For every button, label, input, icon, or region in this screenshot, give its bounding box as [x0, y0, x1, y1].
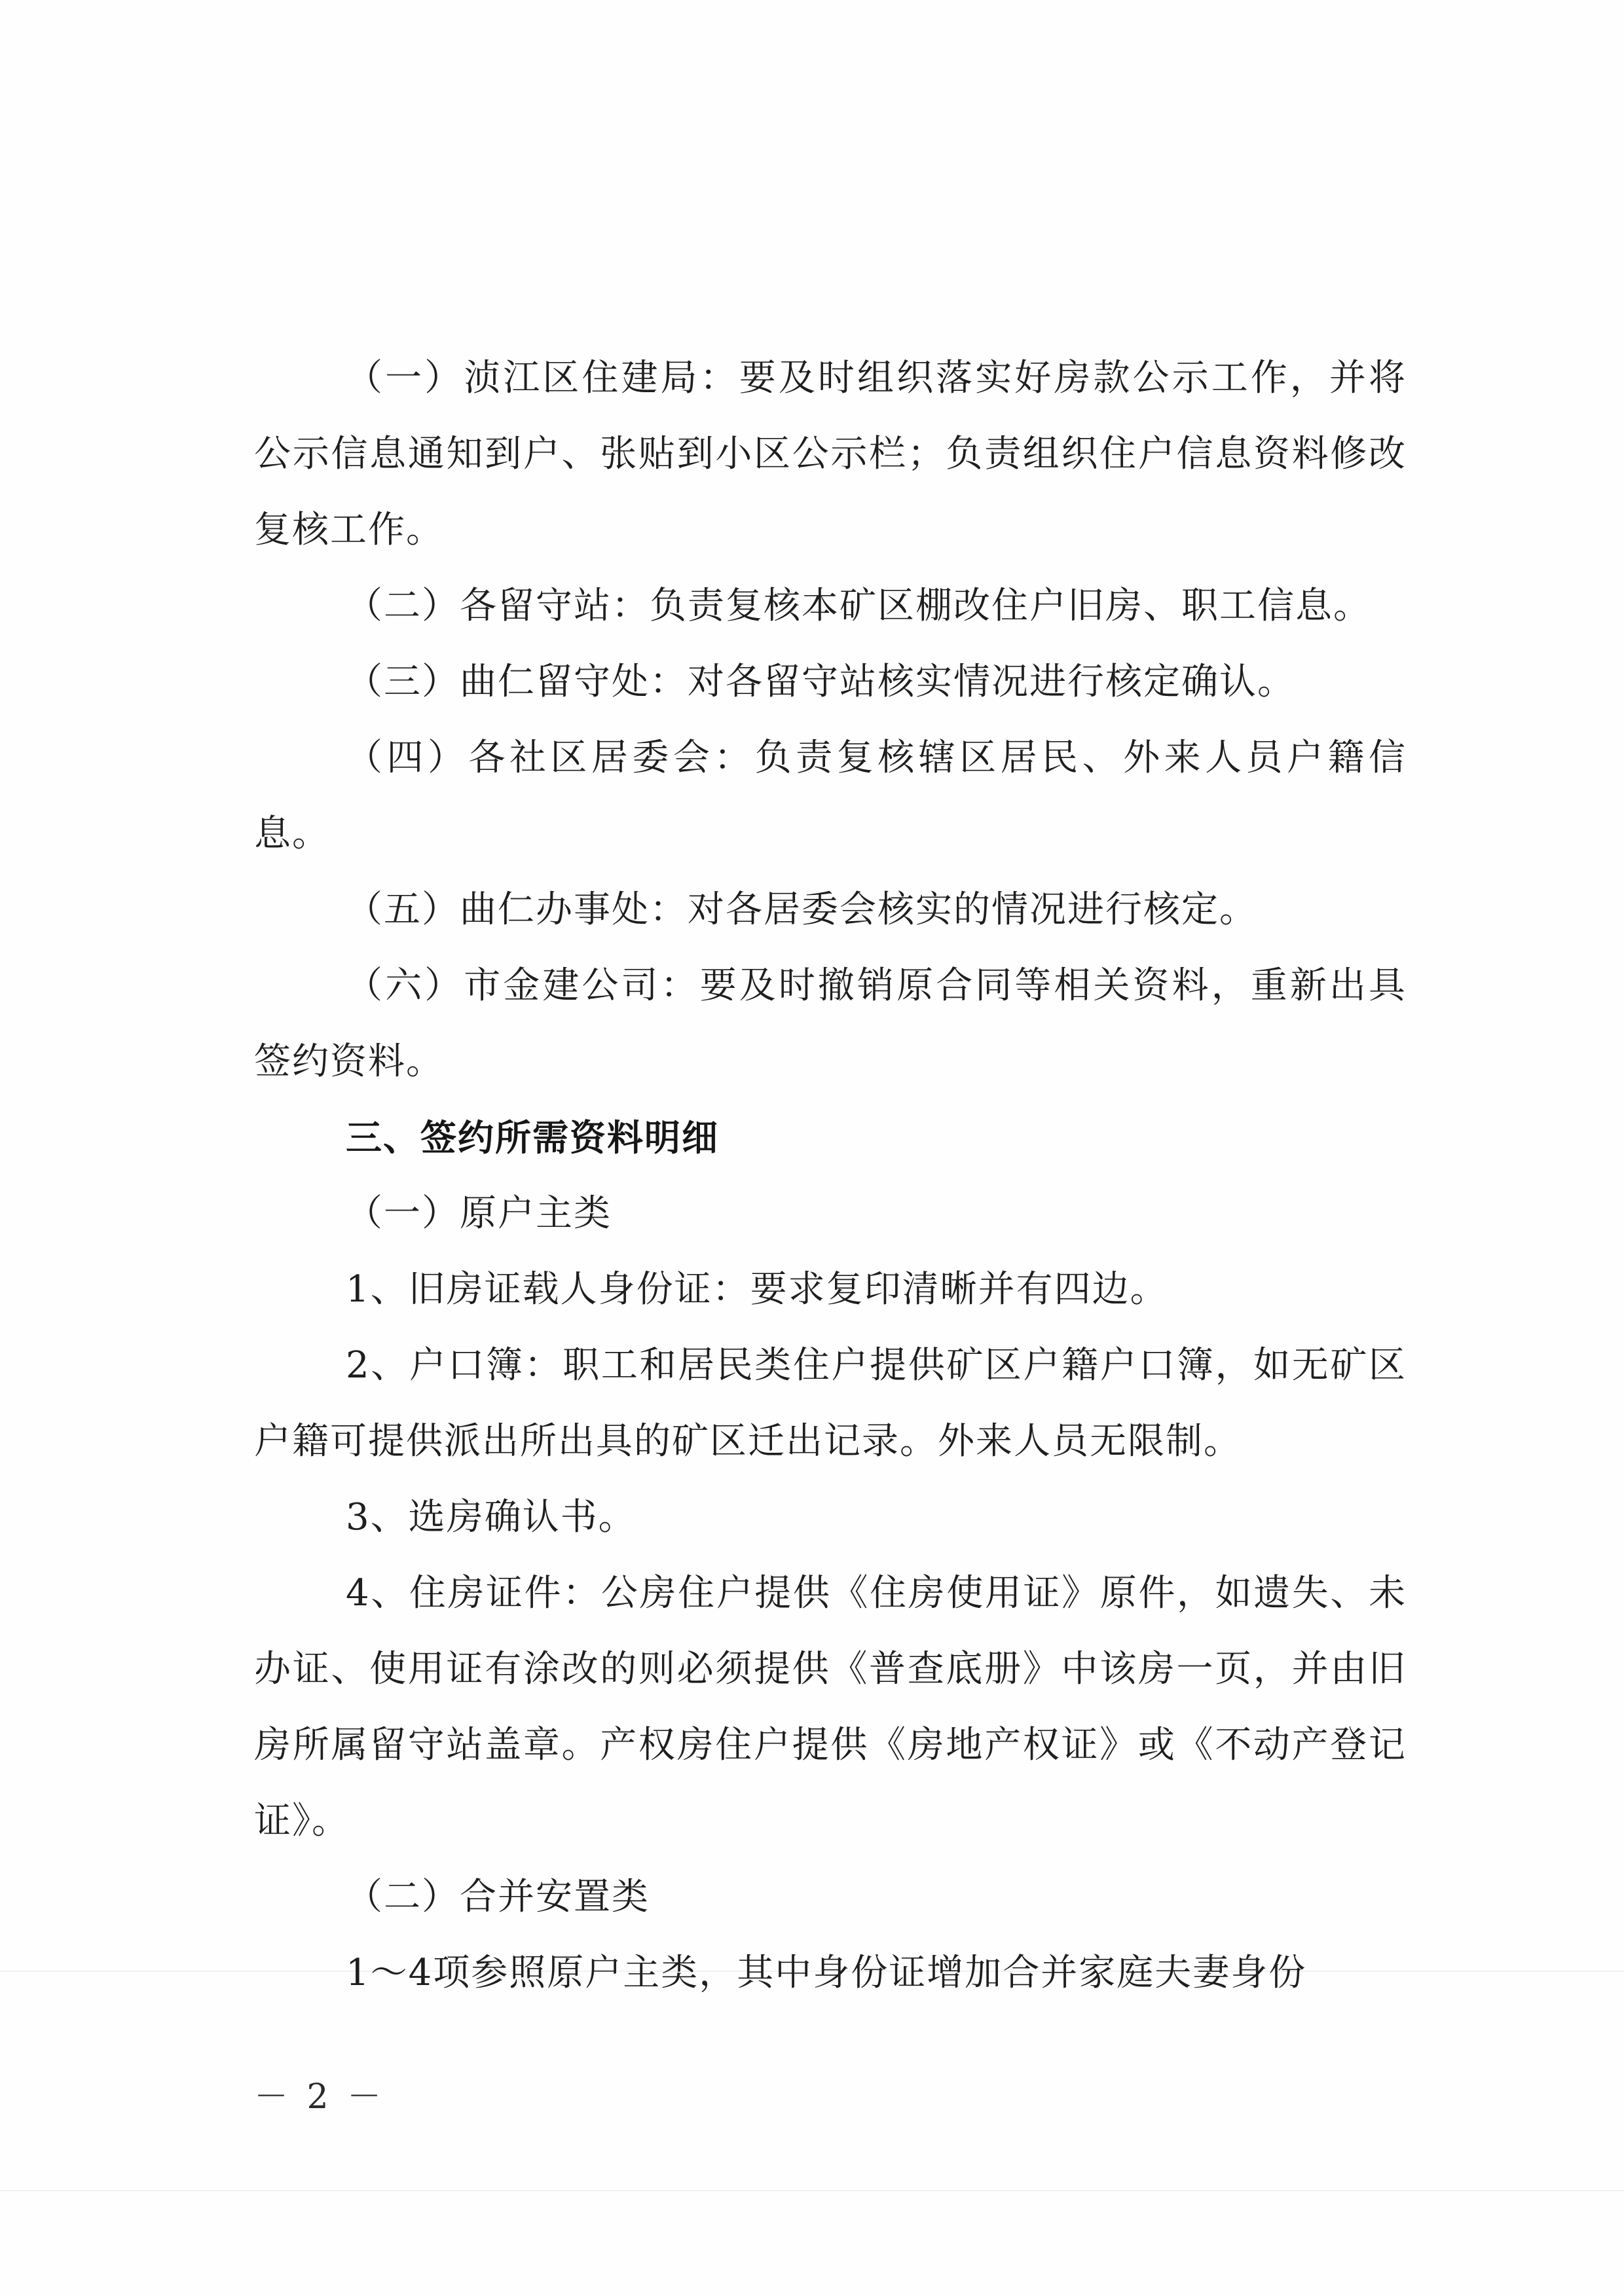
paragraph-community-committees: （四）各社区居委会：负责复核辖区居民、外来人员户籍信息。 [254, 737, 1407, 855]
list-item-id-card: 1、旧房证载人身份证：要求复印清晰并有四边。 [346, 1268, 1168, 1311]
paragraph-zhenjiang-housing-bureau: （一）浈江区住建局：要及时组织落实好房款公示工作，并将公示信息通知到户、张贴到小区公示栏；负责组织住户信息资料修改复核工作。 [254, 357, 1407, 551]
scan-artifact-line [0, 2190, 1624, 2191]
paragraph-quren-subdistrict: （五）曲仁办事处：对各居委会核实的情况进行核定。 [346, 888, 1257, 931]
subsection-merged-placement: （二）合并安置类 [346, 1876, 650, 1918]
paragraph-quren-office: （三）曲仁留守处：对各留守站核实情况进行核定确认。 [346, 661, 1295, 703]
document-body [254, 340, 1407, 2011]
paragraph-jinjian-company: （六）市金建公司：要及时撤销原合同等相关资料，重新出具签约资料。 [254, 964, 1407, 1083]
paragraph-stations: （二）各留守站：负责复核本矿区棚改住户旧房、职工信息。 [346, 585, 1371, 627]
list-item-housing-certificate: 4、住房证件：公房住户提供《住房使用证》原件，如遗失、未办证、使用证有涂改的则必须提供《普查底册》中该房一页，并由旧房所属留守站盖章。产权房住户提供《房地产权证》或《不动产登记证》。 [254, 1572, 1407, 1842]
list-item-confirmation-form: 3、选房确认书。 [346, 1496, 637, 1539]
paragraph-merged-placement-detail: 1～4项参照原户主类，其中身份证增加合并家庭夫妻身份 [346, 1952, 1307, 1994]
section-heading: 三、签约所需资料明细 [346, 1117, 720, 1159]
list-item-household-register: 2、户口簿：职工和居民类住户提供矿区户籍户口簿，如无矿区户籍可提供派出所出具的矿区迁出记录。外来人员无限制。 [254, 1344, 1407, 1463]
page-number: － 2 － [254, 2077, 386, 2117]
subsection-original-owner: （一）原户主类 [346, 1192, 612, 1235]
